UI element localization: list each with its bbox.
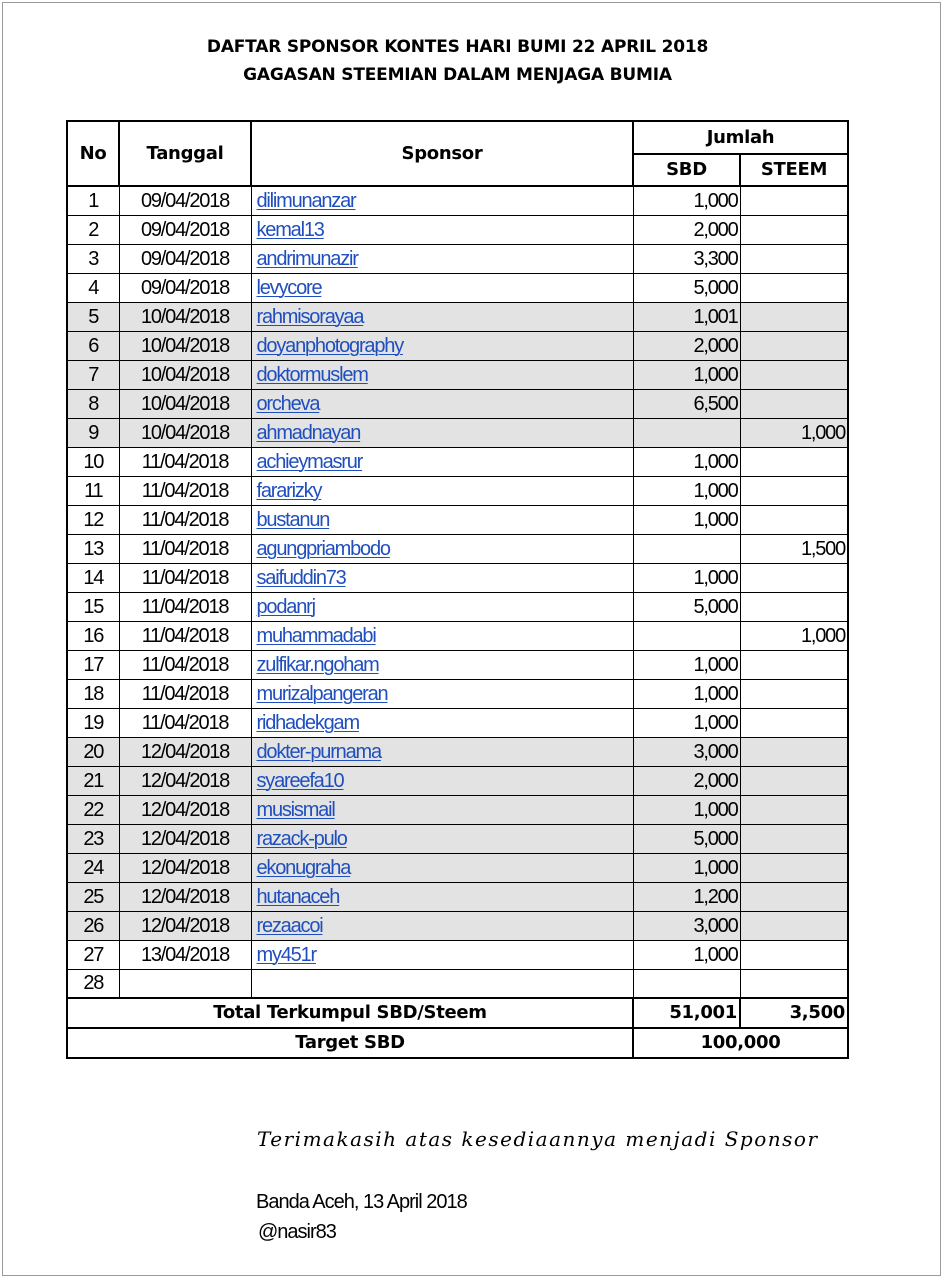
row-sbd-amount: 5,000: [633, 592, 740, 621]
row-steem-amount: [740, 824, 848, 853]
row-number: 12: [67, 505, 119, 534]
sponsor-table: [66, 120, 849, 1059]
row-sponsor-cell: [251, 853, 633, 882]
sponsor-link[interactable]: musismail: [256, 798, 335, 821]
sponsor-link[interactable]: achieymasrur: [256, 450, 363, 473]
row-steem-amount: [740, 476, 848, 505]
row-steem-amount: [740, 650, 848, 679]
row-number: 25: [67, 882, 119, 911]
row-number: 27: [67, 940, 119, 969]
row-date: 11/04/2018: [119, 621, 251, 650]
row-sponsor-cell: [251, 940, 633, 969]
row-sponsor-cell: [251, 389, 633, 418]
place-date: Banda Aceh, 13 April 2018: [256, 1191, 467, 1213]
table-header: [67, 121, 848, 186]
sponsor-link[interactable]: dokter-purnama: [256, 740, 381, 763]
row-sbd-amount: 1,000: [633, 853, 740, 882]
row-sponsor-cell: [251, 795, 633, 824]
row-date: 10/04/2018: [119, 360, 251, 389]
row-sbd-amount: 5,000: [633, 824, 740, 853]
row-date: 11/04/2018: [119, 679, 251, 708]
table-row: [67, 911, 848, 940]
row-sbd-amount: 2,000: [633, 766, 740, 795]
row-sponsor-cell: [251, 302, 633, 331]
document-title: DAFTAR SPONSOR KONTES HARI BUMI 22 APRIL 2018: [206, 37, 709, 57]
row-steem-amount: [740, 679, 848, 708]
row-sponsor-cell: [251, 505, 633, 534]
row-sbd-amount: 1,200: [633, 882, 740, 911]
row-date: 11/04/2018: [119, 534, 251, 563]
row-number: 26: [67, 911, 119, 940]
row-date: 09/04/2018: [119, 215, 251, 244]
table-row: [67, 215, 848, 244]
sponsor-link[interactable]: murizalpangeran: [256, 682, 388, 705]
row-number: 10: [67, 447, 119, 476]
row-steem-amount: [740, 186, 848, 215]
table-row: [67, 186, 848, 215]
row-number: 9: [67, 418, 119, 447]
row-steem-amount: [740, 302, 848, 331]
target-label: Target SBD: [67, 1028, 633, 1058]
row-sbd-amount: 1,000: [633, 505, 740, 534]
row-sbd-amount: 1,000: [633, 447, 740, 476]
row-number: 28: [67, 969, 119, 998]
row-sponsor-cell: [251, 186, 633, 215]
sponsor-link[interactable]: hutanaceh: [256, 885, 340, 908]
author-handle: @nasir83: [258, 1221, 336, 1243]
row-date: 12/04/2018: [119, 853, 251, 882]
col-header-date: Tanggal: [119, 121, 251, 186]
document-subtitle: GAGASAN STEEMIAN DALAM MENJAGA BUMIA: [243, 65, 672, 85]
row-sbd-amount: [633, 621, 740, 650]
table-body: [67, 186, 848, 998]
row-sponsor-cell: [251, 882, 633, 911]
sponsor-link[interactable]: ahmadnayan: [256, 421, 361, 444]
row-steem-amount: [740, 969, 848, 998]
row-steem-amount: [740, 360, 848, 389]
row-number: 20: [67, 737, 119, 766]
row-date: 10/04/2018: [119, 389, 251, 418]
row-date: 11/04/2018: [119, 650, 251, 679]
row-sbd-amount: 2,000: [633, 331, 740, 360]
row-steem-amount: [740, 708, 848, 737]
row-date: 11/04/2018: [119, 476, 251, 505]
sponsor-link[interactable]: saifuddin73: [256, 566, 346, 589]
row-sponsor-cell: [251, 360, 633, 389]
row-date: 11/04/2018: [119, 447, 251, 476]
table-row: [67, 621, 848, 650]
sponsor-link[interactable]: dilimunanzar: [256, 189, 356, 212]
row-sbd-amount: [633, 534, 740, 563]
row-sbd-amount: 3,300: [633, 244, 740, 273]
row-date: 09/04/2018: [119, 244, 251, 273]
row-sponsor-cell: [251, 331, 633, 360]
sponsor-link[interactable]: andrimunazir: [256, 247, 358, 270]
table-row: [67, 853, 848, 882]
row-steem-amount: 1,000: [740, 621, 848, 650]
row-number: 6: [67, 331, 119, 360]
row-steem-amount: [740, 244, 848, 273]
row-sbd-amount: [633, 969, 740, 998]
table-row: [67, 969, 848, 998]
col-header-no: No: [67, 121, 119, 186]
target-row: [67, 1028, 848, 1058]
row-sbd-amount: 3,000: [633, 911, 740, 940]
table-row: [67, 505, 848, 534]
row-steem-amount: [740, 389, 848, 418]
table-row: [67, 331, 848, 360]
row-sbd-amount: 3,000: [633, 737, 740, 766]
row-number: 14: [67, 563, 119, 592]
col-header-steem: STEEM: [740, 154, 848, 186]
row-date: 11/04/2018: [119, 592, 251, 621]
row-date: 12/04/2018: [119, 766, 251, 795]
table-row: [67, 766, 848, 795]
row-sbd-amount: 1,000: [633, 360, 740, 389]
table-row: [67, 418, 848, 447]
sponsor-link[interactable]: ekonugraha: [256, 856, 351, 879]
table-row: [67, 824, 848, 853]
row-sponsor-cell: [251, 215, 633, 244]
row-number: 4: [67, 273, 119, 302]
thank-you-note: Terimakasih atas kesediaannya menjadi Sponsor: [257, 1127, 819, 1151]
table-row: [67, 940, 848, 969]
row-steem-amount: 1,000: [740, 418, 848, 447]
row-date: 10/04/2018: [119, 331, 251, 360]
table-row: [67, 563, 848, 592]
sponsor-link[interactable]: agungpriambodo: [256, 537, 390, 560]
table-row: [67, 592, 848, 621]
row-steem-amount: [740, 795, 848, 824]
total-label: Total Terkumpul SBD/Steem: [67, 998, 633, 1028]
row-sponsor-cell: [251, 679, 633, 708]
sponsor-link[interactable]: kemal13: [256, 218, 324, 241]
total-row: [67, 998, 848, 1028]
row-sponsor-cell: [251, 621, 633, 650]
row-number: 1: [67, 186, 119, 215]
sponsor-link[interactable]: syareefa10: [256, 769, 344, 792]
row-sponsor-cell: [251, 766, 633, 795]
row-date: 12/04/2018: [119, 882, 251, 911]
table-row: [67, 360, 848, 389]
row-sponsor-cell: [251, 824, 633, 853]
row-sbd-amount: 6,500: [633, 389, 740, 418]
row-date: 10/04/2018: [119, 302, 251, 331]
table-row: [67, 389, 848, 418]
sponsor-link[interactable]: rahmisorayaa: [256, 305, 364, 328]
table-row: [67, 795, 848, 824]
table-row: [67, 302, 848, 331]
row-sbd-amount: 5,000: [633, 273, 740, 302]
row-steem-amount: [740, 215, 848, 244]
row-number: 18: [67, 679, 119, 708]
total-steem: 3,500: [740, 998, 848, 1028]
row-date: 09/04/2018: [119, 186, 251, 215]
row-sbd-amount: 1,000: [633, 650, 740, 679]
sponsor-link[interactable]: razack-pulo: [256, 827, 347, 850]
row-date: 12/04/2018: [119, 824, 251, 853]
row-steem-amount: [740, 447, 848, 476]
table-row: [67, 882, 848, 911]
sponsor-link[interactable]: muhammadabi: [256, 624, 376, 647]
row-sbd-amount: 1,000: [633, 679, 740, 708]
row-date: 11/04/2018: [119, 708, 251, 737]
row-date: 12/04/2018: [119, 911, 251, 940]
row-number: 22: [67, 795, 119, 824]
table-row: [67, 737, 848, 766]
row-date: 13/04/2018: [119, 940, 251, 969]
row-number: 23: [67, 824, 119, 853]
row-sponsor-cell: [251, 911, 633, 940]
row-sponsor-cell: [251, 650, 633, 679]
table-row: [67, 476, 848, 505]
row-sponsor-cell: [251, 563, 633, 592]
row-steem-amount: [740, 273, 848, 302]
row-sbd-amount: 2,000: [633, 215, 740, 244]
sponsor-link[interactable]: rezaacoi: [256, 914, 323, 937]
row-number: 15: [67, 592, 119, 621]
row-number: 16: [67, 621, 119, 650]
row-sponsor-cell: [251, 273, 633, 302]
col-header-amount: Jumlah: [633, 121, 848, 154]
row-sbd-amount: 1,000: [633, 940, 740, 969]
row-number: 21: [67, 766, 119, 795]
row-sponsor-cell: [251, 447, 633, 476]
table-row: [67, 447, 848, 476]
table-row: [67, 708, 848, 737]
row-sbd-amount: 1,000: [633, 563, 740, 592]
target-value: 100,000: [633, 1028, 848, 1058]
row-sponsor-cell: [251, 708, 633, 737]
col-header-sbd: SBD: [633, 154, 740, 186]
sponsor-link[interactable]: doktormuslem: [256, 363, 368, 386]
row-sponsor-cell: [251, 418, 633, 447]
row-number: 5: [67, 302, 119, 331]
row-date: 12/04/2018: [119, 737, 251, 766]
sponsor-link[interactable]: podanrj: [256, 595, 315, 618]
row-date: 11/04/2018: [119, 505, 251, 534]
row-sponsor-cell: [251, 592, 633, 621]
row-sbd-amount: 1,000: [633, 795, 740, 824]
row-number: 24: [67, 853, 119, 882]
table-row: [67, 534, 848, 563]
row-number: 11: [67, 476, 119, 505]
row-sbd-amount: 1,000: [633, 708, 740, 737]
row-number: 3: [67, 244, 119, 273]
row-steem-amount: [740, 940, 848, 969]
sponsor-link[interactable]: my451r: [256, 943, 316, 966]
row-steem-amount: 1,500: [740, 534, 848, 563]
row-number: 13: [67, 534, 119, 563]
sponsor-link[interactable]: orcheva: [256, 392, 320, 415]
row-sbd-amount: [633, 418, 740, 447]
row-steem-amount: [740, 737, 848, 766]
table-footer: [67, 998, 848, 1058]
table-row: [67, 679, 848, 708]
row-sponsor-cell: [251, 737, 633, 766]
row-number: 19: [67, 708, 119, 737]
row-steem-amount: [740, 563, 848, 592]
row-date: 11/04/2018: [119, 563, 251, 592]
row-date: 12/04/2018: [119, 795, 251, 824]
row-sponsor-cell: [251, 476, 633, 505]
row-number: 17: [67, 650, 119, 679]
row-sbd-amount: 1,000: [633, 476, 740, 505]
row-date: 09/04/2018: [119, 273, 251, 302]
sponsor-link[interactable]: levycore: [256, 276, 322, 299]
row-steem-amount: [740, 882, 848, 911]
row-number: 2: [67, 215, 119, 244]
row-steem-amount: [740, 911, 848, 940]
sponsor-link[interactable]: zulfikar.ngoham: [256, 653, 379, 676]
col-header-sponsor: Sponsor: [251, 121, 633, 186]
sponsor-link[interactable]: bustanun: [256, 508, 330, 531]
row-sponsor-cell: [251, 969, 633, 998]
row-sbd-amount: 1,000: [633, 186, 740, 215]
row-number: 8: [67, 389, 119, 418]
row-number: 7: [67, 360, 119, 389]
table-row: [67, 273, 848, 302]
row-date: 10/04/2018: [119, 418, 251, 447]
table-row: [67, 244, 848, 273]
row-steem-amount: [740, 853, 848, 882]
total-sbd: 51,001: [633, 998, 740, 1028]
row-sponsor-cell: [251, 534, 633, 563]
row-date: [119, 969, 251, 998]
row-sponsor-cell: [251, 244, 633, 273]
sponsor-link[interactable]: doyanphotography: [256, 334, 403, 357]
table-row: [67, 650, 848, 679]
row-steem-amount: [740, 331, 848, 360]
sponsor-link[interactable]: ridhadekgam: [256, 711, 359, 734]
row-sbd-amount: 1,001: [633, 302, 740, 331]
row-steem-amount: [740, 505, 848, 534]
row-steem-amount: [740, 766, 848, 795]
sponsor-link[interactable]: fararizky: [256, 479, 322, 502]
row-steem-amount: [740, 592, 848, 621]
